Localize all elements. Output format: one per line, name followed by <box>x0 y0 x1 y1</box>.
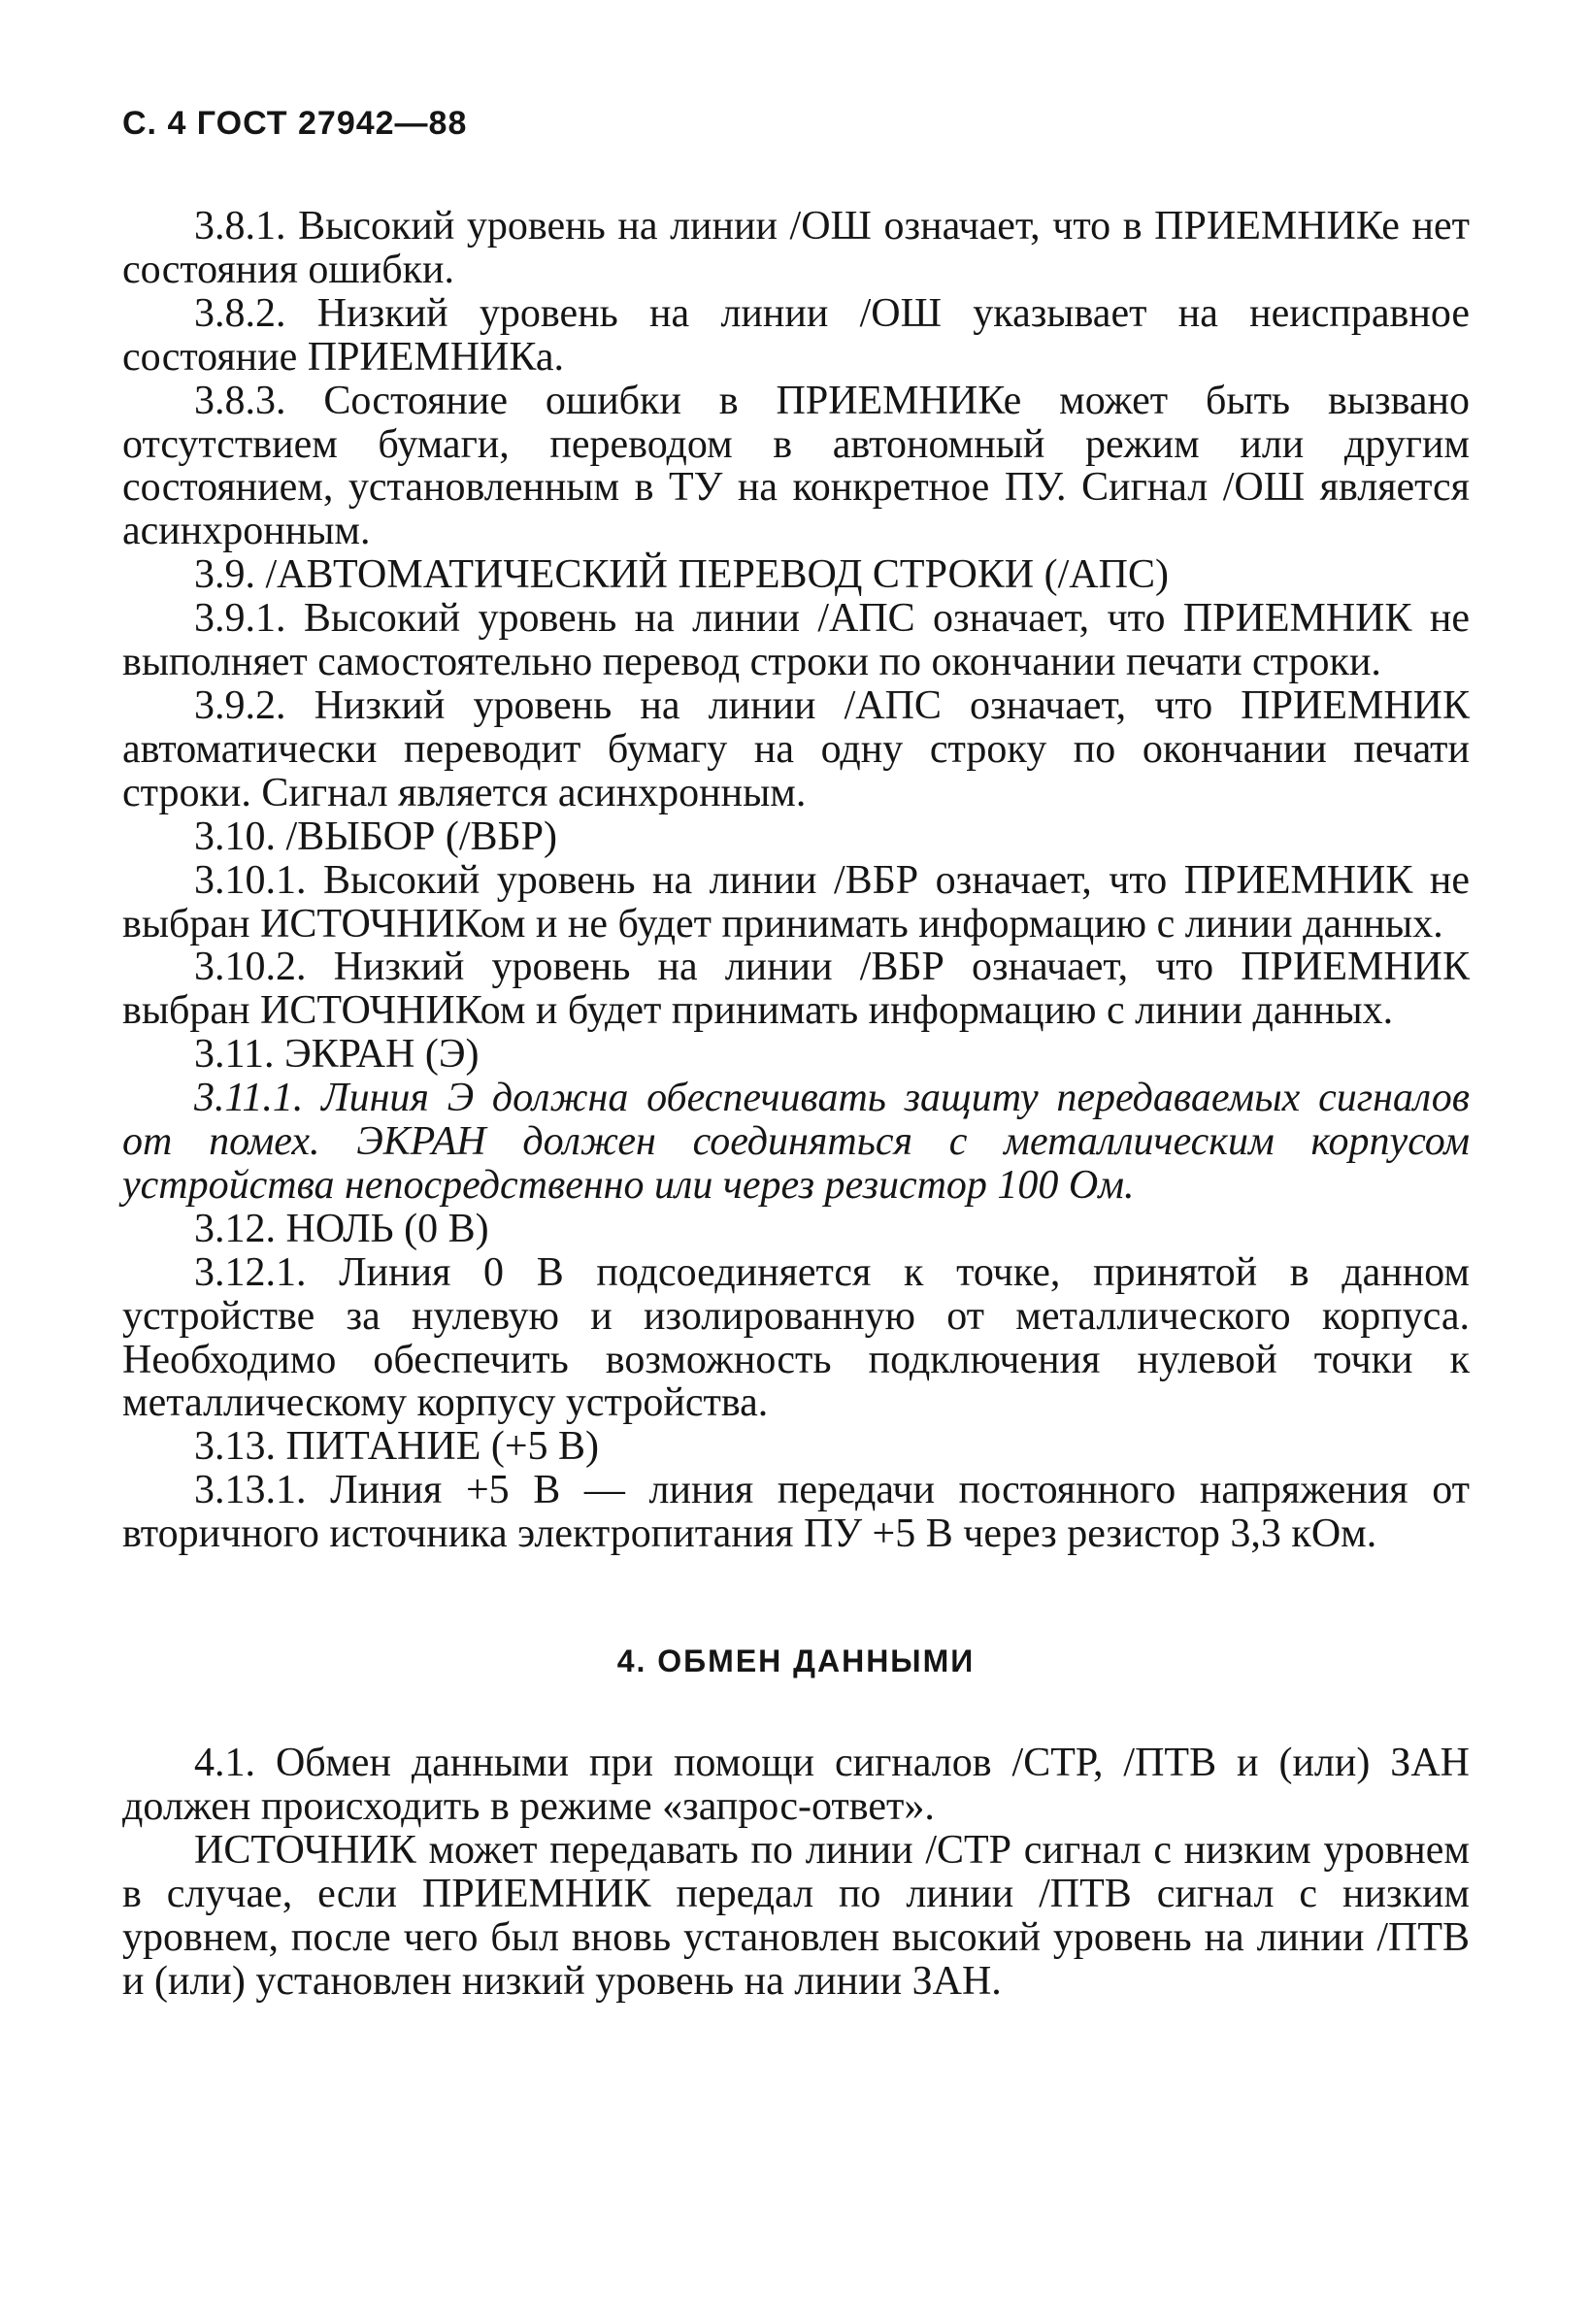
paragraph-3-10-1: 3.10.1. Высокий уровень на линии /ВБР означает, что ПРИЕМНИК не выбран ИСТОЧНИКом и не будет принимать информацию с линии данных. <box>122 857 1470 946</box>
subheading-3-11: 3.11. ЭКРАН (Э) <box>194 1032 480 1078</box>
document-page <box>122 105 1470 2004</box>
running-header: С. 4 ГОСТ 27942—88 <box>122 105 468 142</box>
paragraph-4-1-continued: ИСТОЧНИК может передавать по линии /СТР сигнал с низким уровнем в случае, если ПРИЕМНИК передал по линии /ПТВ сигнал с низким уровнем, после чего был вновь установлен высокий уровень на линии /ПТВ и (или) установлен низкий уровень на линии ЗАН. <box>122 1827 1470 2004</box>
subheading-3-10: 3.10. /ВЫБОР (/ВБР) <box>194 813 557 859</box>
paragraph-3-11-1: 3.11.1. Линия Э должна обеспечивать защиту передаваемых сигналов от помех. ЭКРАН должен соединяться с металлическим корпусом устройства непосредственно или через резистор 100 Ом. <box>122 1076 1470 1208</box>
paragraph-3-8-2: 3.8.2. Низкий уровень на линии /ОШ указывает на неисправное состояние ПРИЕМНИКа. <box>122 290 1470 380</box>
paragraph-3-13-1: 3.13.1. Линия +5 В — линия передачи постоянного напряжения от вторичного источника электропитания ПУ +5 В через резистор 3,3 кОм. <box>122 1468 1470 1557</box>
paragraph-3-9-1: 3.9.1. Высокий уровень на линии /АПС означает, что ПРИЕМНИК не выполняет самостоятельно перевод строки по окончании печати строки. <box>122 596 1470 685</box>
paragraph-3-9-2: 3.9.2. Низкий уровень на линии /АПС означает, что ПРИЕМНИК автоматически переводит бумагу на одну строку по окончании печати строки. Сигнал является асинхронным. <box>122 682 1470 815</box>
subheading-3-12: 3.12. НОЛЬ (0 В) <box>194 1206 489 1251</box>
subheading-3-13: 3.13. ПИТАНИЕ (+5 В) <box>194 1424 600 1470</box>
subheading-3-9: 3.9. /АВТОМАТИЧЕСКИЙ ПЕРЕВОД СТРОКИ (/АПС) <box>194 552 1169 598</box>
paragraph-3-12-1: 3.12.1. Линия 0 В подсоединяется к точке, принятой в данном устройстве за нулевую и изолированную от металлического корпуса. Необходимо обеспечить возможность подключения нулевой точки к металлическому корпусу устройства. <box>122 1249 1470 1426</box>
paragraph-3-8-1: 3.8.1. Высокий уровень на линии /ОШ означает, что в ПРИЕМНИКе нет состояния ошибки. <box>122 204 1470 292</box>
section-title: 4. ОБМЕН ДАННЫМИ <box>616 1643 976 1679</box>
paragraph-4-1: 4.1. Обмен данными при помощи сигналов /СТР, /ПТВ и (или) ЗАН должен происходить в режиме «запрос-ответ». <box>122 1741 1470 1829</box>
body-text <box>122 205 1470 1556</box>
paragraph-3-10-2: 3.10.2. Низкий уровень на линии /ВБР означает, что ПРИЕМНИК выбран ИСТОЧНИКом и будет принимать информацию с линии данных. <box>122 945 1470 1034</box>
body-text-section-4 <box>122 1742 1470 2003</box>
paragraph-3-8-3: 3.8.3. Состояние ошибки в ПРИЕМНИКе может быть вызвано отсутствием бумаги, переводом в автономный режим или другим состоянием, установленным в ТУ на конкретное ПУ. Сигнал /ОШ является асинхронным. <box>122 378 1470 554</box>
